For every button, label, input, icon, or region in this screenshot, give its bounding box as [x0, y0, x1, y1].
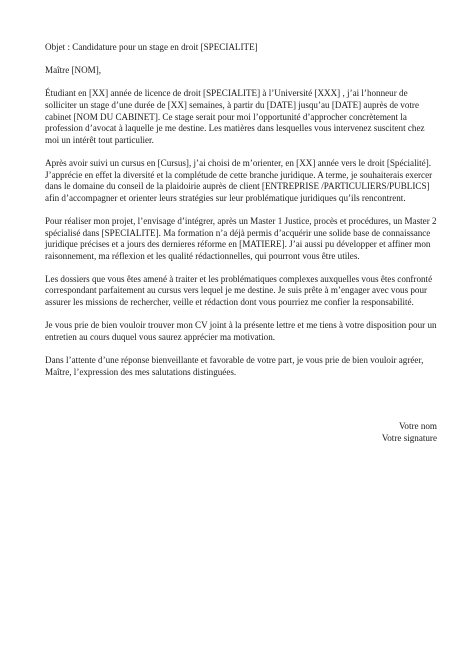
paragraph-project: Pour réaliser mon projet, l’envisage d’intégrer, après un Master 1 Justice, procès et procédures, un Master 2 spécialisé dans [SPECIALITE]. Ma formation n’a déjà permis d’acquérir une solide base de connaissance juridique précises et a jours des dernieres réforme en [MATIERE]. J’ai aussi pu développer et affiner mon raisonnement, ma réflexion et les qualité rédactionnelles, qui pourront vous être utiles.	[45, 215, 437, 261]
letter-subject: Objet : Candidature pour un stage en droit [SPECIALITE]	[45, 42, 258, 52]
signature-line: Votre signature	[381, 432, 437, 443]
paragraph-introduction: Étudiant en [XX] année de licence de droit [SPECIALITE] à l’Université [XXX] , j’ai l’honneur de solliciter un stage d’une durée de [XX] semaines, à partir du [DATE] jusqu’au [DATE] auprès de votre cabinet [NOM DU CABINET]. Ce stage serait pour moi l’opportunité d’approcher concrètement la profession d’avocat à laquelle je me destine. Les matières dans lesquelles vous intervenez suscitent chez moi un intérêt tout particulier.	[45, 88, 425, 145]
signature-block	[45, 421, 437, 444]
letter-body	[45, 42, 437, 390]
letter-salutation: Maître [NOM],	[45, 65, 102, 76]
paragraph-cv: Je vous prie de bien vouloir trouver mon CV joint à la présente lettre et me tiens à votre disposition pour un entretien au cours duquel vous saurez apprécier ma motivation.	[45, 320, 437, 342]
paragraph-motivation: Les dossiers que vous êtes amené à traiter et les problématiques complexes auxquelles vous êtes confronté correspondant parfaitement au cursus vers lequel je me destine. Je suis prête à m’engager avec vous pour assurer les missions de rechercher, veille et rédaction dont vous pourriez me confier la responsabilité.	[45, 273, 433, 308]
paragraph-closing: Dans l’attente d’une réponse bienveillante et favorable de votre part, je vous prie de bien vouloir agréer, Maître, l’expression des mes salutations distinguées.	[45, 355, 424, 377]
signature-name: Votre nom	[399, 421, 437, 431]
paragraph-background: Après avoir suivi un cursus en [Cursus], j’ai choisi de m’orienter, en [XX] année vers le droit [Spécialité]. J’apprécie en effet la diversité et la complétude de cette branche juridique. A terme, je souhaiterais exercer dans le domaine du conseil de la plaidoirie auprès de client [ENTREPRISE /PARTICULIERS/PUBLICS] afin d’accompagner et orienter leurs stratégies sur leur problématique juridiques qu’ils rencontrent.	[45, 157, 433, 203]
